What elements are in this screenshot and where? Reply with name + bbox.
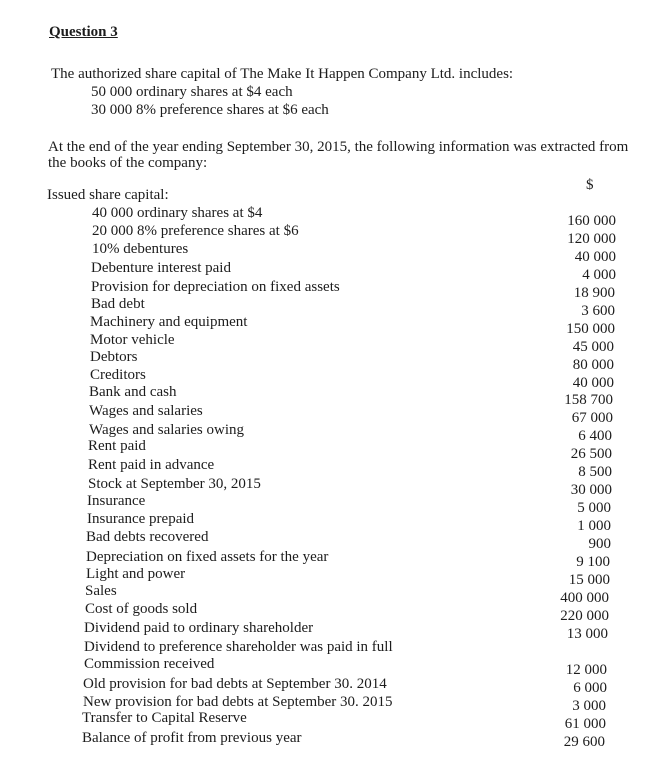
ledger-item-value: 13 000	[566, 626, 608, 642]
ledger-item-label: Depreciation on fixed assets for the year	[86, 549, 329, 565]
ledger-item-value: 1 000	[577, 518, 611, 534]
ledger-item-value: 150 000	[566, 321, 615, 337]
ledger-item-label: Provision for depreciation on fixed assets	[91, 279, 340, 295]
ledger-item-value: 220 000	[560, 608, 609, 624]
ledger-item-label: 20 000 8% preference shares at $6	[92, 223, 299, 239]
ledger-item-value: 4 000	[582, 267, 616, 283]
authorized-item: 30 000 8% preference shares at $6 each	[91, 102, 329, 118]
ledger-item-value: 29 600	[563, 734, 605, 750]
ledger-item-label: 40 000 ordinary shares at $4	[92, 205, 263, 221]
ledger-item-value: 6 400	[578, 428, 612, 444]
intro-text: The authorized share capital of The Make It Happen Company Ltd. includes:	[51, 66, 514, 82]
ledger-item-label: Motor vehicle	[90, 332, 175, 348]
currency-header: $	[586, 177, 594, 193]
ledger-item-value: 3 000	[572, 698, 606, 714]
ledger-item-label: Bank and cash	[89, 384, 177, 400]
ledger-item-value: 400 000	[560, 590, 609, 606]
ledger-item-label: Insurance prepaid	[87, 511, 195, 527]
ledger-item-label: Cost of goods sold	[85, 601, 198, 617]
issued-capital-label: Issued share capital:	[47, 187, 169, 203]
ledger-item-label: Debenture interest paid	[91, 260, 231, 276]
ledger-item-label: 10% debentures	[92, 241, 189, 257]
ledger-item-value: 120 000	[567, 231, 616, 247]
ledger-item-label: Wages and salaries owing	[89, 422, 244, 438]
ledger-item-value: 5 000	[577, 500, 611, 516]
paragraph-line: the books of the company:	[48, 155, 208, 171]
ledger-item-label: Insurance	[87, 493, 146, 509]
ledger-item-value: 15 000	[568, 572, 610, 588]
ledger-item-value: 80 000	[572, 357, 614, 373]
ledger-item-label: Bad debts recovered	[86, 529, 209, 545]
ledger-item-value: 900	[588, 536, 611, 552]
ledger-item-label: Balance of profit from previous year	[82, 730, 302, 746]
ledger-item-label: Stock at September 30, 2015	[88, 476, 261, 492]
ledger-item-label: Sales	[85, 583, 117, 599]
ledger-item-value: 160 000	[567, 213, 616, 229]
ledger-item-label: Transfer to Capital Reserve	[82, 710, 247, 726]
ledger-item-label: Light and power	[86, 566, 186, 582]
ledger-item-label: Machinery and equipment	[90, 314, 248, 330]
ledger-item-value: 12 000	[565, 662, 607, 678]
ledger-item-label: Rent paid	[88, 438, 146, 454]
ledger-item-label: Rent paid in advance	[88, 457, 215, 473]
ledger-item-value: 6 000	[573, 680, 607, 696]
question-title: Question 3	[49, 24, 118, 40]
ledger-item-value: 30 000	[570, 482, 612, 498]
ledger-item-value: 9 100	[576, 554, 610, 570]
ledger-item-value: 18 900	[573, 285, 615, 301]
authorized-item: 50 000 ordinary shares at $4 each	[91, 84, 293, 100]
ledger-item-value: 61 000	[564, 716, 606, 732]
ledger-item-value: 40 000	[574, 249, 616, 265]
paragraph-line: At the end of the year ending September 30, 2015, the following information was extracted from	[48, 139, 629, 155]
ledger-item-label: Commission received	[84, 656, 215, 672]
ledger-item-value: 8 500	[578, 464, 612, 480]
ledger-item-label: New provision for bad debts at September 30. 2015	[83, 694, 393, 710]
ledger-item-label: Dividend paid to ordinary shareholder	[84, 620, 314, 636]
ledger-item-label: Creditors	[90, 367, 146, 383]
ledger-item-label: Debtors	[90, 349, 138, 365]
ledger-item-value: 45 000	[572, 339, 614, 355]
ledger-item-label: Wages and salaries	[89, 403, 203, 419]
ledger-item-value: 26 500	[570, 446, 612, 462]
ledger-item-label: Old provision for bad debts at September 30. 2014	[83, 676, 387, 692]
ledger-item-label: Bad debt	[91, 296, 145, 312]
ledger-item-value: 67 000	[571, 410, 613, 426]
ledger-item-value: 3 600	[581, 303, 615, 319]
ledger-item-value: 158 700	[564, 392, 613, 408]
ledger-item-value: 40 000	[572, 375, 614, 391]
ledger-item-label: Dividend to preference shareholder was paid in full	[84, 639, 393, 655]
